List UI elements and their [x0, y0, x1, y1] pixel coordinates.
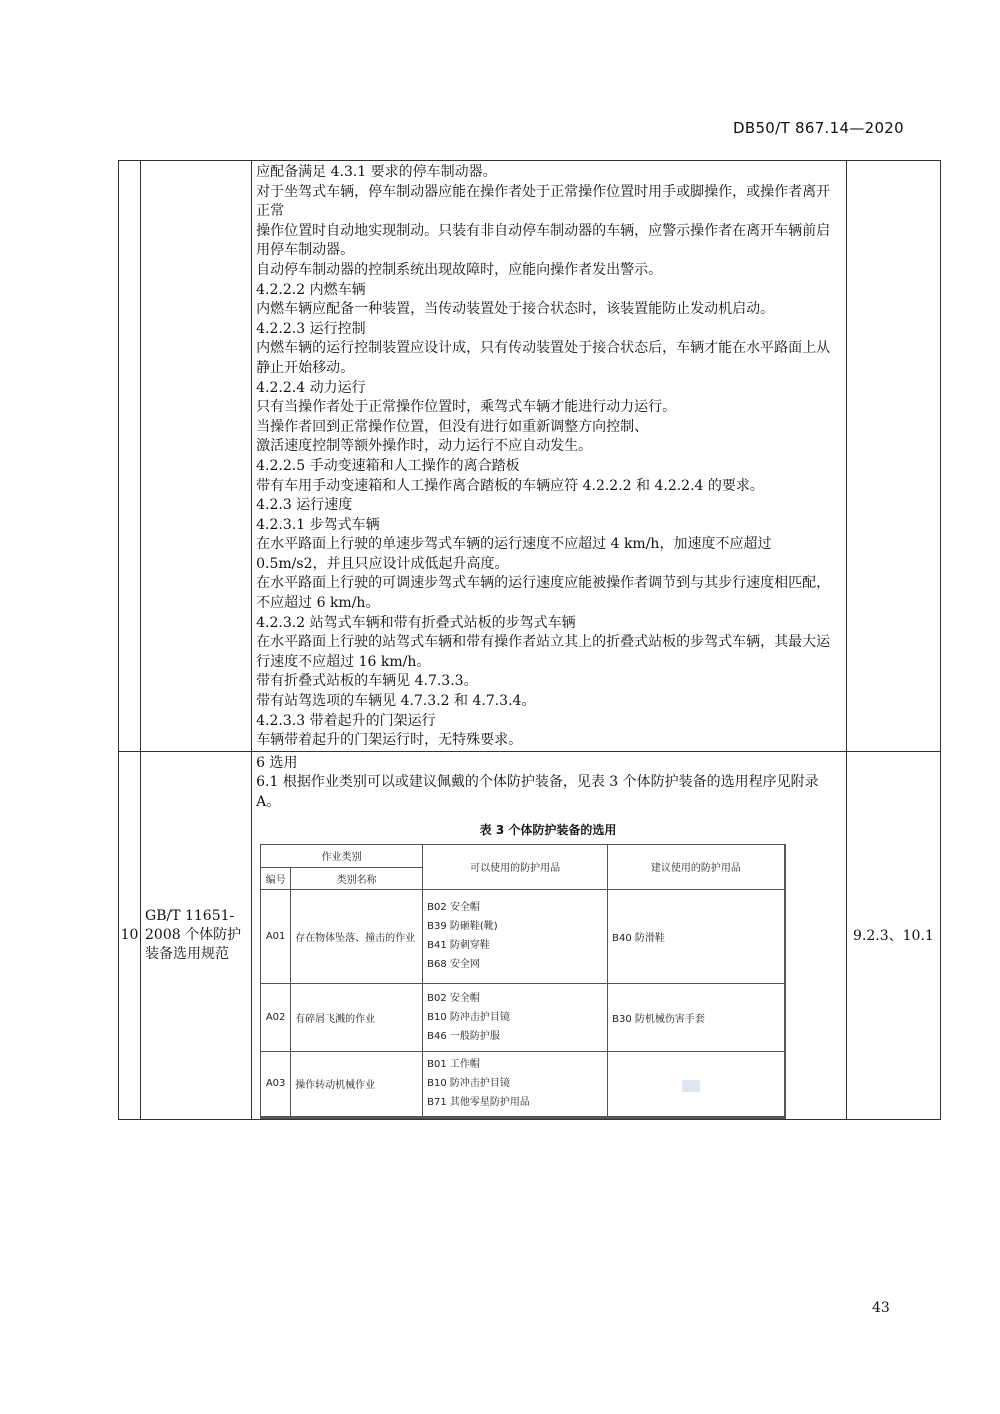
ppe-item: B10 防冲击护目镜	[427, 1078, 510, 1090]
suggested-item-empty	[608, 1051, 785, 1117]
table-row	[119, 751, 941, 1119]
ppe-item: B68 安全网	[427, 959, 480, 971]
clause-reference: 9.2.3、10.1	[846, 751, 940, 1119]
page-number: 43	[872, 1300, 890, 1316]
standard-cell	[141, 161, 252, 752]
section-heading: 4.2.3 运行速度	[256, 497, 353, 514]
ppe-item: B02 安全帽	[427, 992, 480, 1004]
standards-table	[118, 160, 941, 1120]
watermark-mark	[682, 1080, 700, 1092]
content-line: 只有当操作者处于正常操作位置时，乘驾式车辆才能进行动力运行。	[256, 399, 677, 416]
content-line: 0.5m/s2，并且只应设计成低起升高度。	[256, 555, 509, 572]
section-heading: 4.2.2.5 手动变速箱和人工操作的离合踏板	[256, 457, 520, 474]
content-line: 内燃车辆的运行控制装置应设计成，只有传动装置处于接合状态后，车辆才能在水平路面上从静止开始移动。	[256, 340, 831, 376]
ppe-item: B02 安全帽	[427, 902, 480, 914]
category-code: A03	[261, 1051, 291, 1117]
embedded-table-title: 表 3 个体防护装备的选用	[479, 822, 617, 837]
content-cell	[252, 751, 847, 1119]
section-heading: 4.2.2.2 内燃车辆	[256, 281, 366, 298]
ppe-item: B41 防刺穿鞋	[427, 940, 490, 952]
content-line: 对于坐驾式车辆，停车制动器应能在操作者处于正常操作位置时用手或脚操作，或操作者离开正常	[256, 183, 831, 220]
ppe-item: B46 一般防护服	[427, 1030, 500, 1042]
content-line: 操作位置时自动地实现制动。只装有非自动停车制动器的车辆，应警示操作者在离开车辆前启用停车制动器。	[256, 222, 831, 259]
content-line: 在水平路面上行驶的可调速步驾式车辆的运行速度应能被操作者调节到与其步行速度相匹配，不应超过 6 km/h。	[256, 575, 831, 612]
suggested-item: B30 防机械伤害手套	[608, 983, 785, 1051]
allowed-list	[423, 983, 608, 1051]
category-name: 存在物体坠落、撞击的作业	[291, 889, 423, 983]
header-category-name: 类别名称	[291, 867, 423, 889]
allowed-list	[423, 1051, 608, 1117]
content-line: 自动停车制动器的控制系统出现故障时，应能向操作者发出警示。	[256, 261, 663, 278]
header-job-category: 作业类别	[261, 844, 423, 867]
row-number-cell	[119, 161, 141, 752]
content-line: 当操作者回到正常操作位置，但没有进行如重新调整方向控制、	[256, 418, 649, 435]
content-line: 在水平路面上行驶的站驾式车辆和带有操作者站立其上的折叠式站板的步驾式车辆，其最大运行速度不应超过 16 km/h。	[256, 634, 831, 670]
table-row	[119, 161, 941, 752]
ppe-item: B10 防冲击护目镜	[427, 1011, 510, 1023]
category-code: A01	[261, 889, 291, 983]
ppe-item: B01 工作帽	[427, 1059, 480, 1071]
category-name: 有碎屑飞溅的作业	[291, 983, 423, 1051]
ppe-item: B39 防砸鞋(靴)	[427, 921, 498, 933]
allowed-list	[423, 889, 608, 983]
document-code: DB50/T 867.14—2020	[733, 119, 904, 137]
content-line: 带有站驾选项的车辆见 4.7.3.2 和 4.7.3.4。	[256, 693, 536, 710]
category-name: 操作转动机械作业	[291, 1051, 423, 1117]
header-code: 编号	[261, 867, 291, 889]
section-heading: 6 选用	[256, 754, 298, 771]
table-row	[261, 1051, 785, 1117]
section-heading: 4.2.3.1 步驾式车辆	[256, 516, 380, 533]
ppe-selection-table	[260, 844, 786, 1119]
category-code: A02	[261, 983, 291, 1051]
content-line: 内燃车辆应配备一种装置，当传动装置处于接合状态时，该装置能防止发动机启动。	[256, 301, 775, 318]
standard-name: GB/T 11651-2008 个体防护装备选用规范	[141, 751, 252, 1119]
table-row	[261, 983, 785, 1051]
ppe-item: B71 其他零星防护用品	[427, 1097, 530, 1109]
content-cell	[252, 161, 847, 752]
content-paragraph: 6.1 根据作业类别可以或建议佩戴的个体防护装备，见表 3 个体防护装备的选用程序见附录 A。	[256, 774, 819, 810]
section-heading: 4.2.3.3 带着起升的门架运行	[256, 712, 436, 729]
section-heading: 4.2.2.4 动力运行	[256, 379, 366, 396]
row-number: 10	[119, 751, 141, 1119]
header-allowed-ppe: 可以使用的防护用品	[423, 844, 608, 889]
content-line: 带有车用手动变速箱和人工操作离合踏板的车辆应符 4.2.2.2 和 4.2.2.4 的要求。	[256, 477, 764, 494]
clause-cell	[846, 161, 940, 752]
section-heading: 4.2.2.3 运行控制	[256, 320, 366, 337]
header-suggested-ppe: 建议使用的防护用品	[608, 844, 785, 889]
table-row	[261, 889, 785, 983]
content-line: 应配备满足 4.3.1 要求的停车制动器。	[256, 164, 497, 180]
content-line: 带有折叠式站板的车辆见 4.7.3.3。	[256, 673, 478, 690]
content-line: 激活速度控制等额外操作时，动力运行不应自动发生。	[256, 438, 593, 455]
suggested-item: B40 防滑鞋	[608, 889, 785, 983]
content-line: 车辆带着起升的门架运行时，无特殊要求。	[256, 732, 523, 749]
content-line: 在水平路面上行驶的单速步驾式车辆的运行速度不应超过 4 km/h，加速度不应超过	[256, 536, 772, 553]
section-heading: 4.2.3.2 站驾式车辆和带有折叠式站板的步驾式车辆	[256, 614, 576, 631]
